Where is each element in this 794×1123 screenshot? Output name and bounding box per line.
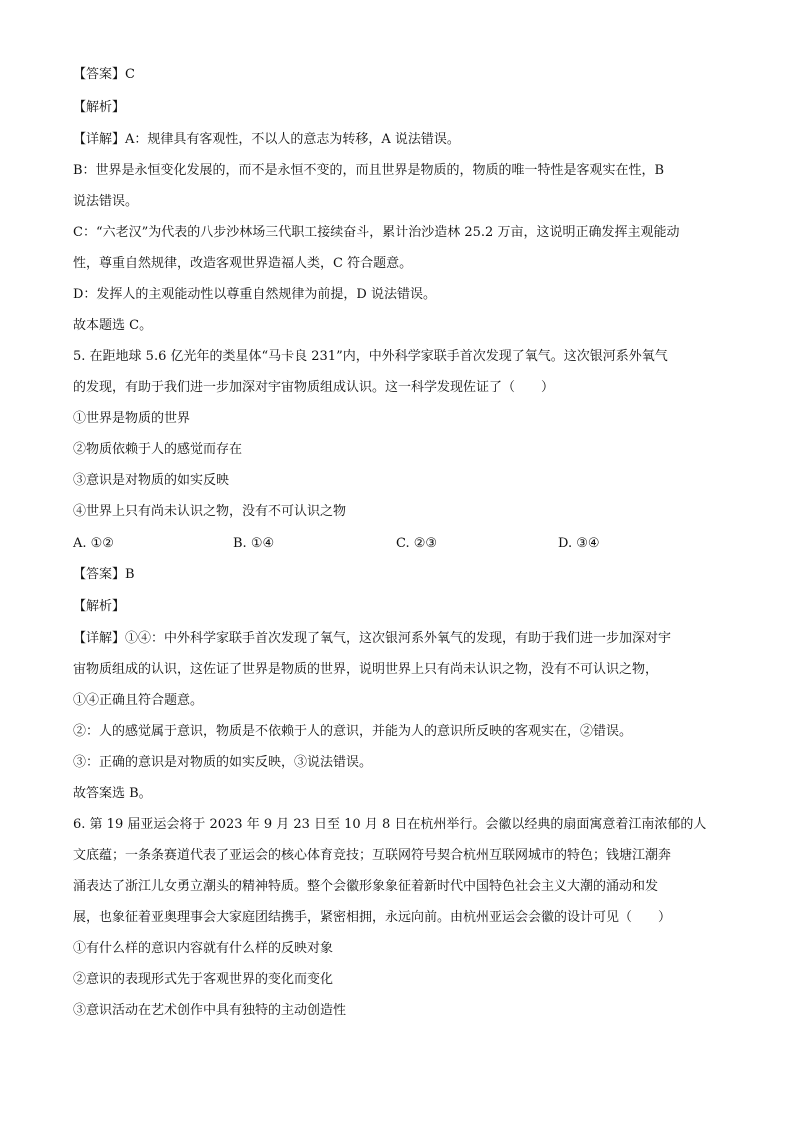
q6-item-1: ①有什么样的意识内容就有什么样的反映对象 xyxy=(73,941,334,956)
q5-item-1: ①世界是物质的世界 xyxy=(73,411,191,426)
detail-line-a xyxy=(73,131,460,149)
conclusion-2: 故答案选 B。 xyxy=(73,786,152,801)
q5-option-d[interactable]: D. ③④ xyxy=(558,536,600,551)
detail2-line-5: ③：正确的意识是对物质的如实反映，③说法错误。 xyxy=(73,755,373,770)
q6-item-2: ②意识的表现形式先于客观世界的变化而变化 xyxy=(73,972,334,987)
detail2-line-4: ②：人的感觉属于意识，物质是不依赖于人的意识，并能为人的意识所反映的客观实在，②错误。 xyxy=(73,724,633,739)
answer-label: 【答案】 xyxy=(73,67,126,82)
answer-label: 【答案】 xyxy=(73,567,126,582)
detail-text: ①④：中外科学家联手首次发现了氧气，这次银河系外氧气的发现，有助于我们进一步加深对宇 xyxy=(125,631,672,646)
answer-line-2 xyxy=(73,566,135,584)
q5-option-b[interactable]: B. ①④ xyxy=(233,536,275,551)
q5-option-a[interactable]: A. ①② xyxy=(73,536,114,551)
detail2-line-3: ①④正确且符合题意。 xyxy=(73,693,204,708)
question-5-line-1: 5. 在距地球 5.6 亿光年的类星体“马卡良 231”内，中外科学家联手首次发现了氧气。这次银河系外氧气 xyxy=(73,349,668,364)
answer-value: B xyxy=(125,567,135,582)
detail-line-b2: 说法错误。 xyxy=(73,194,139,209)
detail-line-c2: 性，尊重自然规律，改造客观世界造福人类，C 符合题意。 xyxy=(73,256,413,271)
question-6-line-2: 文底蕴；一条条赛道代表了亚运会的核心体育竞技；互联网符号契合杭州互联网城市的特色；钱塘江潮奔 xyxy=(73,848,672,863)
detail-line-c1: C：“六老汉”为代表的八步沙林场三代职工接续奋斗，累计治沙造林 25.2 万亩，这说明正确发挥主观能动 xyxy=(73,225,680,240)
conclusion-1: 故本题选 C。 xyxy=(73,318,153,333)
detail-text: A：规律具有客观性，不以人的意志为转移，A 说法错误。 xyxy=(125,132,460,147)
detail2-line-2: 宙物质组成的认识，这佐证了世界是物质的世界，说明世界上只有尚未认识之物，没有不可认识之物， xyxy=(73,662,659,677)
question-6-line-4: 展，也象征着亚奥理事会大家庭团结携手，紧密相拥，永远向前。由杭州亚运会会徽的设计可见（ ） xyxy=(73,910,672,925)
q5-option-c[interactable]: C. ②③ xyxy=(396,536,438,551)
q5-item-4: ④世界上只有尚未认识之物，没有不可认识之物 xyxy=(73,504,347,519)
q5-item-3: ③意识是对物质的如实反映 xyxy=(73,473,230,488)
question-6-line-3: 涌表达了浙江儿女勇立潮头的精神特质。整个会徽形象象征着新时代中国特色社会主义大潮的涌动和发 xyxy=(73,879,659,894)
detail-line-d: D：发挥人的主观能动性以尊重自然规律为前提，D 说法错误。 xyxy=(73,287,436,302)
analysis-heading-1: 【解析】 xyxy=(73,100,126,115)
q6-item-3: ③意识活动在艺术创作中具有独特的主动创造性 xyxy=(73,1003,347,1018)
question-6-line-1: 6. 第 19 届亚运会将于 2023 年 9 月 23 日至 10 月 8 日在杭州举行。会徽以经典的扇面寓意着江南浓郁的人 xyxy=(73,817,707,832)
answer-line-1 xyxy=(73,66,135,84)
detail-label: 【详解】 xyxy=(73,631,126,646)
question-5-line-2: 的发现，有助于我们进一步加深对宇宙物质组成认识。这一科学发现佐证了（ ） xyxy=(73,380,555,395)
answer-value: C xyxy=(125,67,135,82)
detail-label: 【详解】 xyxy=(73,132,126,147)
detail-line-b1: B：世界是永恒变化发展的，而不是永恒不变的，而且世界是物质的，物质的唯一特性是客观实在性，B xyxy=(73,163,665,178)
detail2-line-1 xyxy=(73,630,671,648)
q5-item-2: ②物质依赖于人的感觉而存在 xyxy=(73,442,243,457)
analysis-heading-2: 【解析】 xyxy=(73,599,126,614)
